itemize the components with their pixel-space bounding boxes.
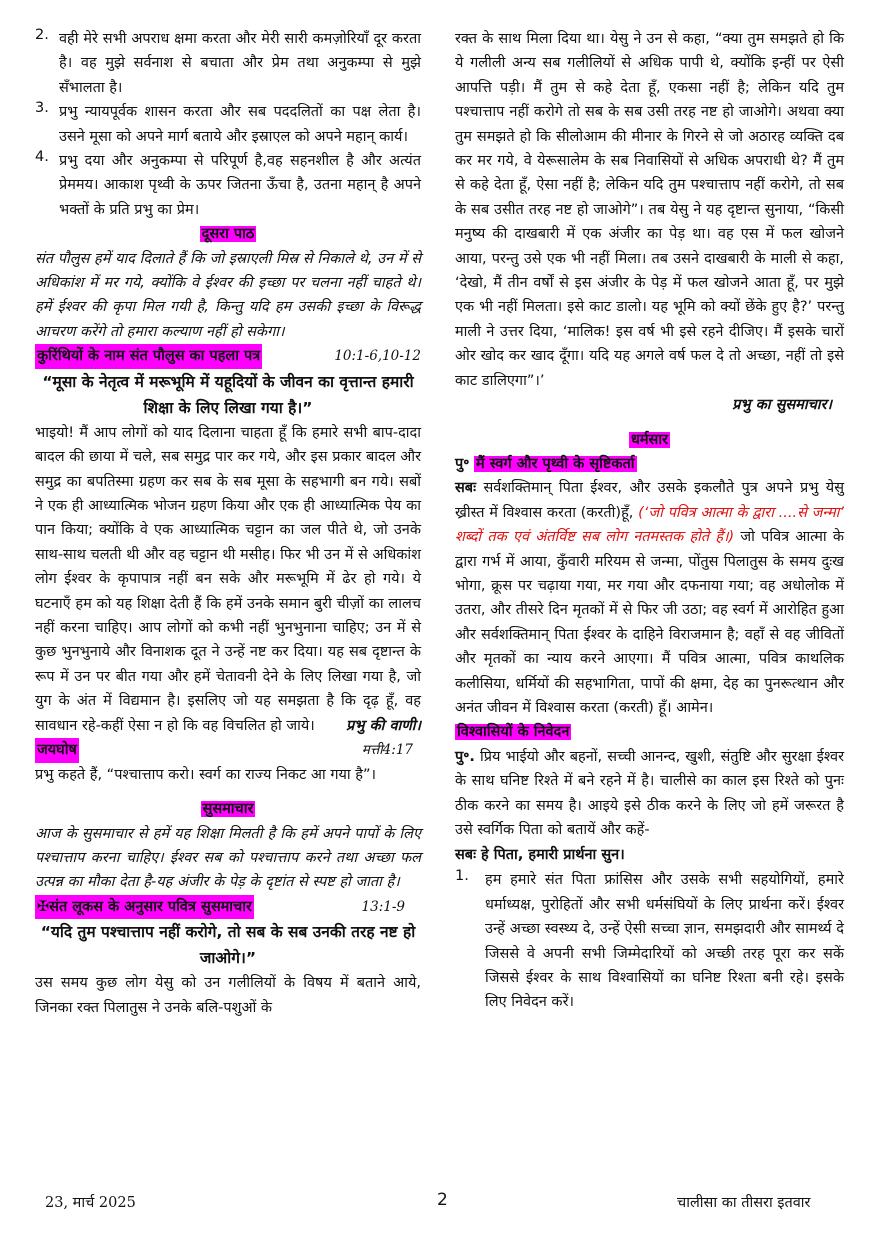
acclamation-text: प्रभु कहते हैं, “पश्चात्ताप करो। स्वर्ग का राज्य निकट आ गया है”। xyxy=(35,766,377,783)
psalm-item: 3. प्रभु न्यायपूर्वक शासन करता और सब पददलितों का पक्ष लेता है। उसने मूसा को अपने मार्ग बताये और इस्राएल को अपने महान् कार्य। xyxy=(35,100,421,145)
luke-quote: “यदि तुम पश्चात्ताप नहीं करोगे, तो सब के सब उनकी तरह नष्ट हो जाओगे।” xyxy=(40,923,416,968)
second-reading-intro: संत पौलुस हमें याद दिलाते हैं कि जो इस्राएली मिस्र से निकाले थे, उन में से अधिकांश में मर गये, क्योंकि वे ईश्वर की इच्छा पर चलना नहीं चाहते थे। हमें ईश्वर की कृपा मिल गयी है, किन्तु यदि हम उसकी इच्छा के विरूद्ध आचरण करेंगे तो हमारा कल्याण नहीं हो सकेगा। xyxy=(35,250,421,340)
right-column xyxy=(455,10,844,1015)
creed-heading: धर्मसार xyxy=(630,431,669,448)
creed-leader: मैं स्वर्ग और पृथ्वी के सृष्टिकर्ता xyxy=(476,455,635,472)
footer-date: 23, मार्च 2025 xyxy=(45,1195,136,1211)
gospel-intro: आज के सुसमाचार से हमें यह शिक्षा मिलती है कि हमें अपने पापों के लिए पश्चात्ताप करना चाहिए। ईश्वर सब को पश्चात्ताप करने तथा अच्छा फल उत्पन्न का मौका देता है-यह अंजीर के पेड़ के दृष्टांत से स्पष्ट हो जाता है। xyxy=(35,825,421,891)
letter-ref: 10:1-6,10-12 xyxy=(334,348,421,365)
psalm-item: 2. वही मेरे सभी अपराध क्षमा करता और मेरी सारी कमज़ोरियाँ दूर करता है। वह मुझे सर्वनाश से बचाता और प्रेम तथा अनुकम्पा से मुझे सँभालता है। xyxy=(35,27,421,96)
creed-leader-line: पु॰ मैं स्वर्ग और पृथ्वी के सृष्टिकर्ता xyxy=(455,455,635,472)
letter-sign: प्रभु की वाणी। xyxy=(346,717,421,734)
letter-body: भाइयो! मैं आप लोगों को याद दिलाना चाहता हूँ कि हमारे सभी बाप-दादा बादल की छाया में चले, सब समुद्र पार कर गये, और इस प्रकार बादल और समुद्र का बपतिस्मा ग्रहण कर सब के सब मूसा के सहभागी बन गये। सबों ने एक ही आध्यात्मिक भोजन ग्रहण किया और एक ही आध्यात्मिक पेय का पान किया; क्योंकि वे एक आध्यात्मिक चट्टान का जल पीते थे, जो उनके साथ-साथ चलती थी और वह चट्टान थी मसीह। फिर भी उन में से अधिकांश लोग ईश्वर के कृपापात्र नहीं बन सके और मरूभूमि में ढेर हो गये। ये घटनाएँ हम को यह शिक्षा देती हैं कि हमें उनके समान बुरी चीज़ों का लालच नहीं करना चाहिए। आप लोगों को कभी नहीं भुनभुनाना चाहिए; उन में से कुछ भुनभुनाये और विनाशक दूत ने उन्हें नष्ट कर दिया। यह सब दृष्टान्त के रूप में उन पर बीत गया और हमें चेतावनी देने के लिए लिखा गया है, जो युग के अंत में विद्यमान है। इसलिए जो यह समझता है कि दृढ़ हूँ, वह सावधान रहे-कहीं ऐसा न हो कि वह विचलित हो जाये। xyxy=(35,424,421,734)
acclamation-ref: मत्ती4:17 xyxy=(361,742,413,759)
page-number: 2 xyxy=(437,1190,448,1210)
prayers-intro: पु॰. प्रिय भाईयो और बहनों, सच्ची आनन्द, खुशी, संतुष्टि और सुरक्षा ईश्वर के साथ घनिष्ट रिश्ते में बने रहने में है। चालीसे का काल इस रिश्ते को पुनः ठीक करने का समय है। आइये इसे ठीक करने के लिए जो हमें जरूरत है उसे स्वर्गिक पिता को बतायें और कहें- xyxy=(455,748,844,838)
luke-heading: ✠संत लूकस के अनुसार पवित्र सुसमाचार xyxy=(35,895,254,919)
footer-title: चालीसा का तीसरा इतवार xyxy=(677,1195,811,1211)
prayers-heading: विश्वासियों के निवेदन xyxy=(457,724,570,741)
prayers-response: सबः हे पिता, हमारी प्रार्थना सुन। xyxy=(455,847,625,864)
creed-rubric: (‘जो पवित्र आत्मा के द्वारा ....से जन्मा’ शब्दों तक एवं अंतर्विष्ट सब लोग नतमस्तक होते हैं।) xyxy=(455,504,845,546)
prayer-item: 1. हम हमारे संत पिता फ्रांसिस और उसके सभी सहयोगियों, हमारे धर्माध्यक्ष, पुरोहितों और सभी धर्मसंघियों के लिए प्रार्थना करें। ईश्वर उन्हें अच्छा स्वस्थ्य दे, उन्हें ऐसी सच्चा ज्ञान, समझदारी और सामर्थ्य दे जिससे वे अपनी सभी जिम्मेदारियों को अच्छी तरह पूरा कर सकें जिससे ईश्वर के साथ विश्वासियों का घनिष्ट रिश्ता बनी रहे। इसके लिए निवेदन करें। xyxy=(455,868,844,1011)
creed-all: सबः सर्वशक्तिमान् पिता ईश्वर, और उसके इकलौते पुत्र अपने प्रभु येसु ख्रीस्त में विश्वास करता (करती)हूँ, (‘जो पवित्र आत्मा के द्वारा ....से जन्मा’ शब्दों तक एवं अंतर्विष्ट सब लोग नतमस्तक होते हैं।) जो पवित्र आत्मा के द्वारा गर्भ में आया, कुँवारी मरियम से जन्मा, पोंतुस पिलातुस के समय दुःख भोगा, क्रूस पर चढ़ाया गया, मर गया और दफनाया गया; वह अधोलोक में उतरा, और तीसरे दिन मृतकों में से फिर जी उठा; वह स्वर्ग में आरोहित हुआ और सर्वशक्तिमान् पिता ईश्वर के दाहिने विराजमान है; वहाँ से वह जीवितों और मृतकों का न्याय करने आएगा। मैं पवित्र आत्मा, पवित्र काथलिक कलीसिया, धर्मियों की सहभागिता, पापों की क्षमा, देह का पुनरूत्थान और अनंत जीवन में विश्वास करता (करती) हूँ। आमेन। xyxy=(455,480,845,716)
luke-heading-row xyxy=(35,895,421,919)
gospel-heading: सुसमाचार xyxy=(202,801,254,818)
letter-heading: कुरिंथियों के नाम संत पौलुस का पहला पत्र xyxy=(35,344,262,368)
luke-body-continued: रक्त के साथ मिला दिया था। येसु ने उन से कहा, “क्या तुम समझते हो कि ये गलीली अन्य सब गलीलियों से अधिक पापी थे, क्योंकि इन्हीं पर ऐसी आपत्ति पड़ी। मैं तुम से कहे देता हूँ, एकसा नहीं है; लेकिन यदि तुम पश्चात्ताप नहीं करोगे तो सब के सब उसी तरह नष्ट हो जाओगे। अथवा क्या तुम समझते हो कि सीलोआम की मीनार के गिरने से जो अठारह व्यक्ति दब कर मर गये, वे येरूसालेम के सब निवासियों से अधिक अपराधी थे? मैं तुम से कहे देता हूँ, ऐसा नहीं है; लेकिन यदि तुम पश्चात्ताप नहीं करोगे, तो सब के सब उसीत तरह नष्ट हो जाओगे”। तब येसु ने यह दृष्टान्त सुनाया, “किसी मनुष्य की दाखबारी में एक अंजीर का पेड़ था। वह एस में फल खोजने आया, परन्तु उसे एक भी नहीं मिला। तब उसने दाखबारी के माली से कहा, ‘देखो, मैं तीन वर्षों से इस अंजीर के पेड़ में फल खोजने आता हूँ, पर मुझे एक भी नहीं मिलता। इसे काट डालो। यह भूमि को क्यों छेंके हुए है?’ परन्तु माली ने उत्तर दिया, ‘मालिक! इस वर्ष भी इसे रहने दीजिए। मैं इसके चारों ओर खोद कर खाद दूँगा। यदि यह अगले वर्ष फल दे तो अच्छा, नहीं तो इसे काट डालिएगा”।’ xyxy=(455,31,844,389)
acclamation-heading: जयघोष xyxy=(35,738,79,762)
letter-heading-row xyxy=(35,344,421,368)
luke-body-start: उस समय कुछ लोग येसु को उन गलीलियों के विषय में बताने आये, जिनका रक्त पिलातुस ने उनके बलि-पशुओं के xyxy=(35,975,421,1016)
left-column xyxy=(35,10,421,1020)
second-reading-heading: दूसरा पाठ xyxy=(201,226,255,243)
letter-quote: “मूसा के नेतृत्व में मरूभूमि में यहूदियों के जीवन का वृत्तान्त हमारी शिक्षा के लिए लिखा गया है।” xyxy=(42,372,414,417)
gospel-sign: प्रभु का सुसमाचार। xyxy=(732,397,832,414)
psalm-item: 4. प्रभु दया और अनुकम्पा से परिपूर्ण है,वह सहनशील है और अत्यंत प्रेममय। आकाश पृथ्वी के ऊपर जितना ऊँचा है, उतना महान् है अपने भक्तों के प्रति प्रभु का प्रेम। xyxy=(35,149,421,218)
acclamation-row xyxy=(35,738,421,762)
luke-ref: 13:1-9 xyxy=(361,898,405,915)
